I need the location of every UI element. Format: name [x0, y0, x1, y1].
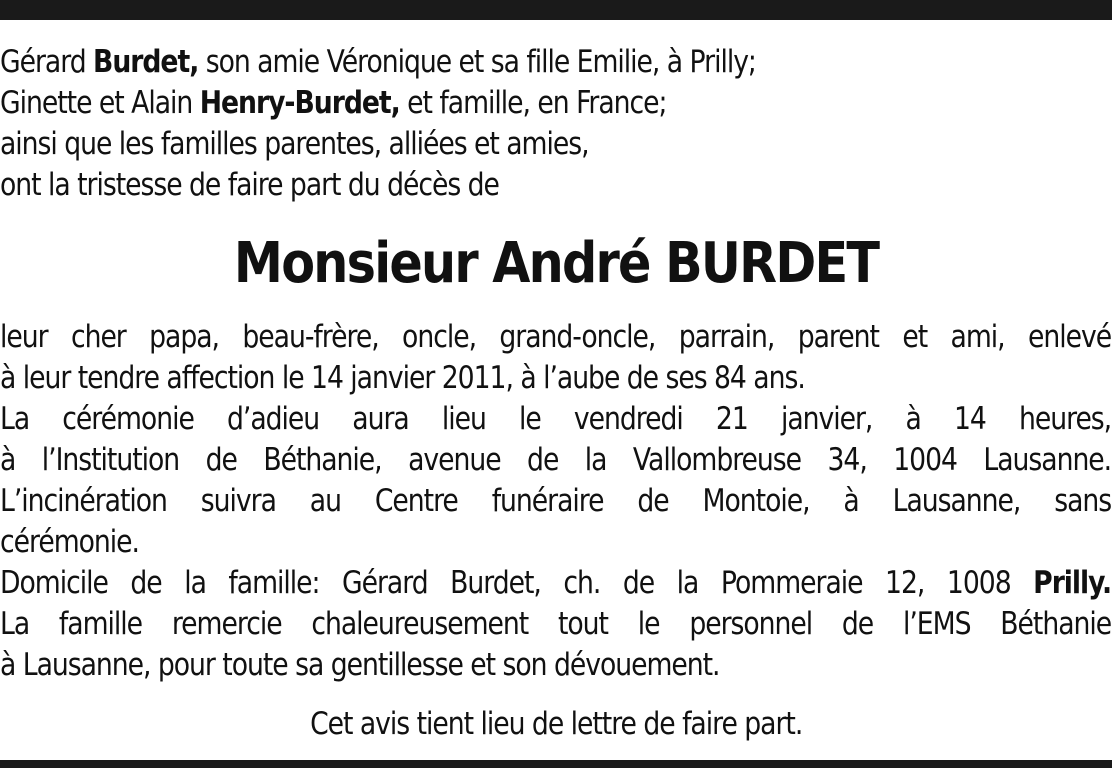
- deceased-name-heading: Monsieur André BURDET: [233, 231, 879, 296]
- closing-note: Cet avis tient lieu de lettre de faire part.: [309, 706, 803, 742]
- body-line: à l’Institution de Béthanie, avenue de la Vallombreuse 34, 1004 Lausanne.: [0, 442, 1112, 478]
- intro-paragraph: [0, 42, 1112, 206]
- domicile-line: Domicile de la famille: Gérard Burdet, ch. de la Pommeraie 12, 1008 Prilly.: [0, 565, 1112, 601]
- thanks-line: La famille remercie chaleureusement tout le personnel de l’EMS Béthanie: [0, 606, 1112, 642]
- intro-line: ont la tristesse de faire part du décès de: [0, 167, 499, 203]
- body-line: à leur tendre affection le 14 janvier 2011, à l’aube de ses 84 ans.: [0, 360, 805, 396]
- body-line: leur cher papa, beau-frère, oncle, grand-oncle, parrain, parent et ami, enlevé: [0, 319, 1112, 355]
- intro-line: Gérard Burdet, son amie Véronique et sa fille Emilie, à Prilly;: [0, 44, 756, 80]
- thanks-line: à Lausanne, pour toute sa gentillesse et son dévouement.: [0, 647, 720, 683]
- announcement-body: [0, 317, 1112, 686]
- bottom-rule: [0, 760, 1112, 768]
- intro-line: ainsi que les familles parentes, alliées et amies,: [0, 126, 589, 162]
- intro-line: Ginette et Alain Henry-Burdet, et famille, en France;: [0, 85, 667, 121]
- body-line: La cérémonie d’adieu aura lieu le vendredi 21 janvier, à 14 heures,: [0, 401, 1112, 437]
- top-rule: [0, 0, 1112, 20]
- body-line: L’incinération suivra au Centre funéraire de Montoie, à Lausanne, sans: [0, 483, 1112, 519]
- body-line: cérémonie.: [0, 524, 139, 560]
